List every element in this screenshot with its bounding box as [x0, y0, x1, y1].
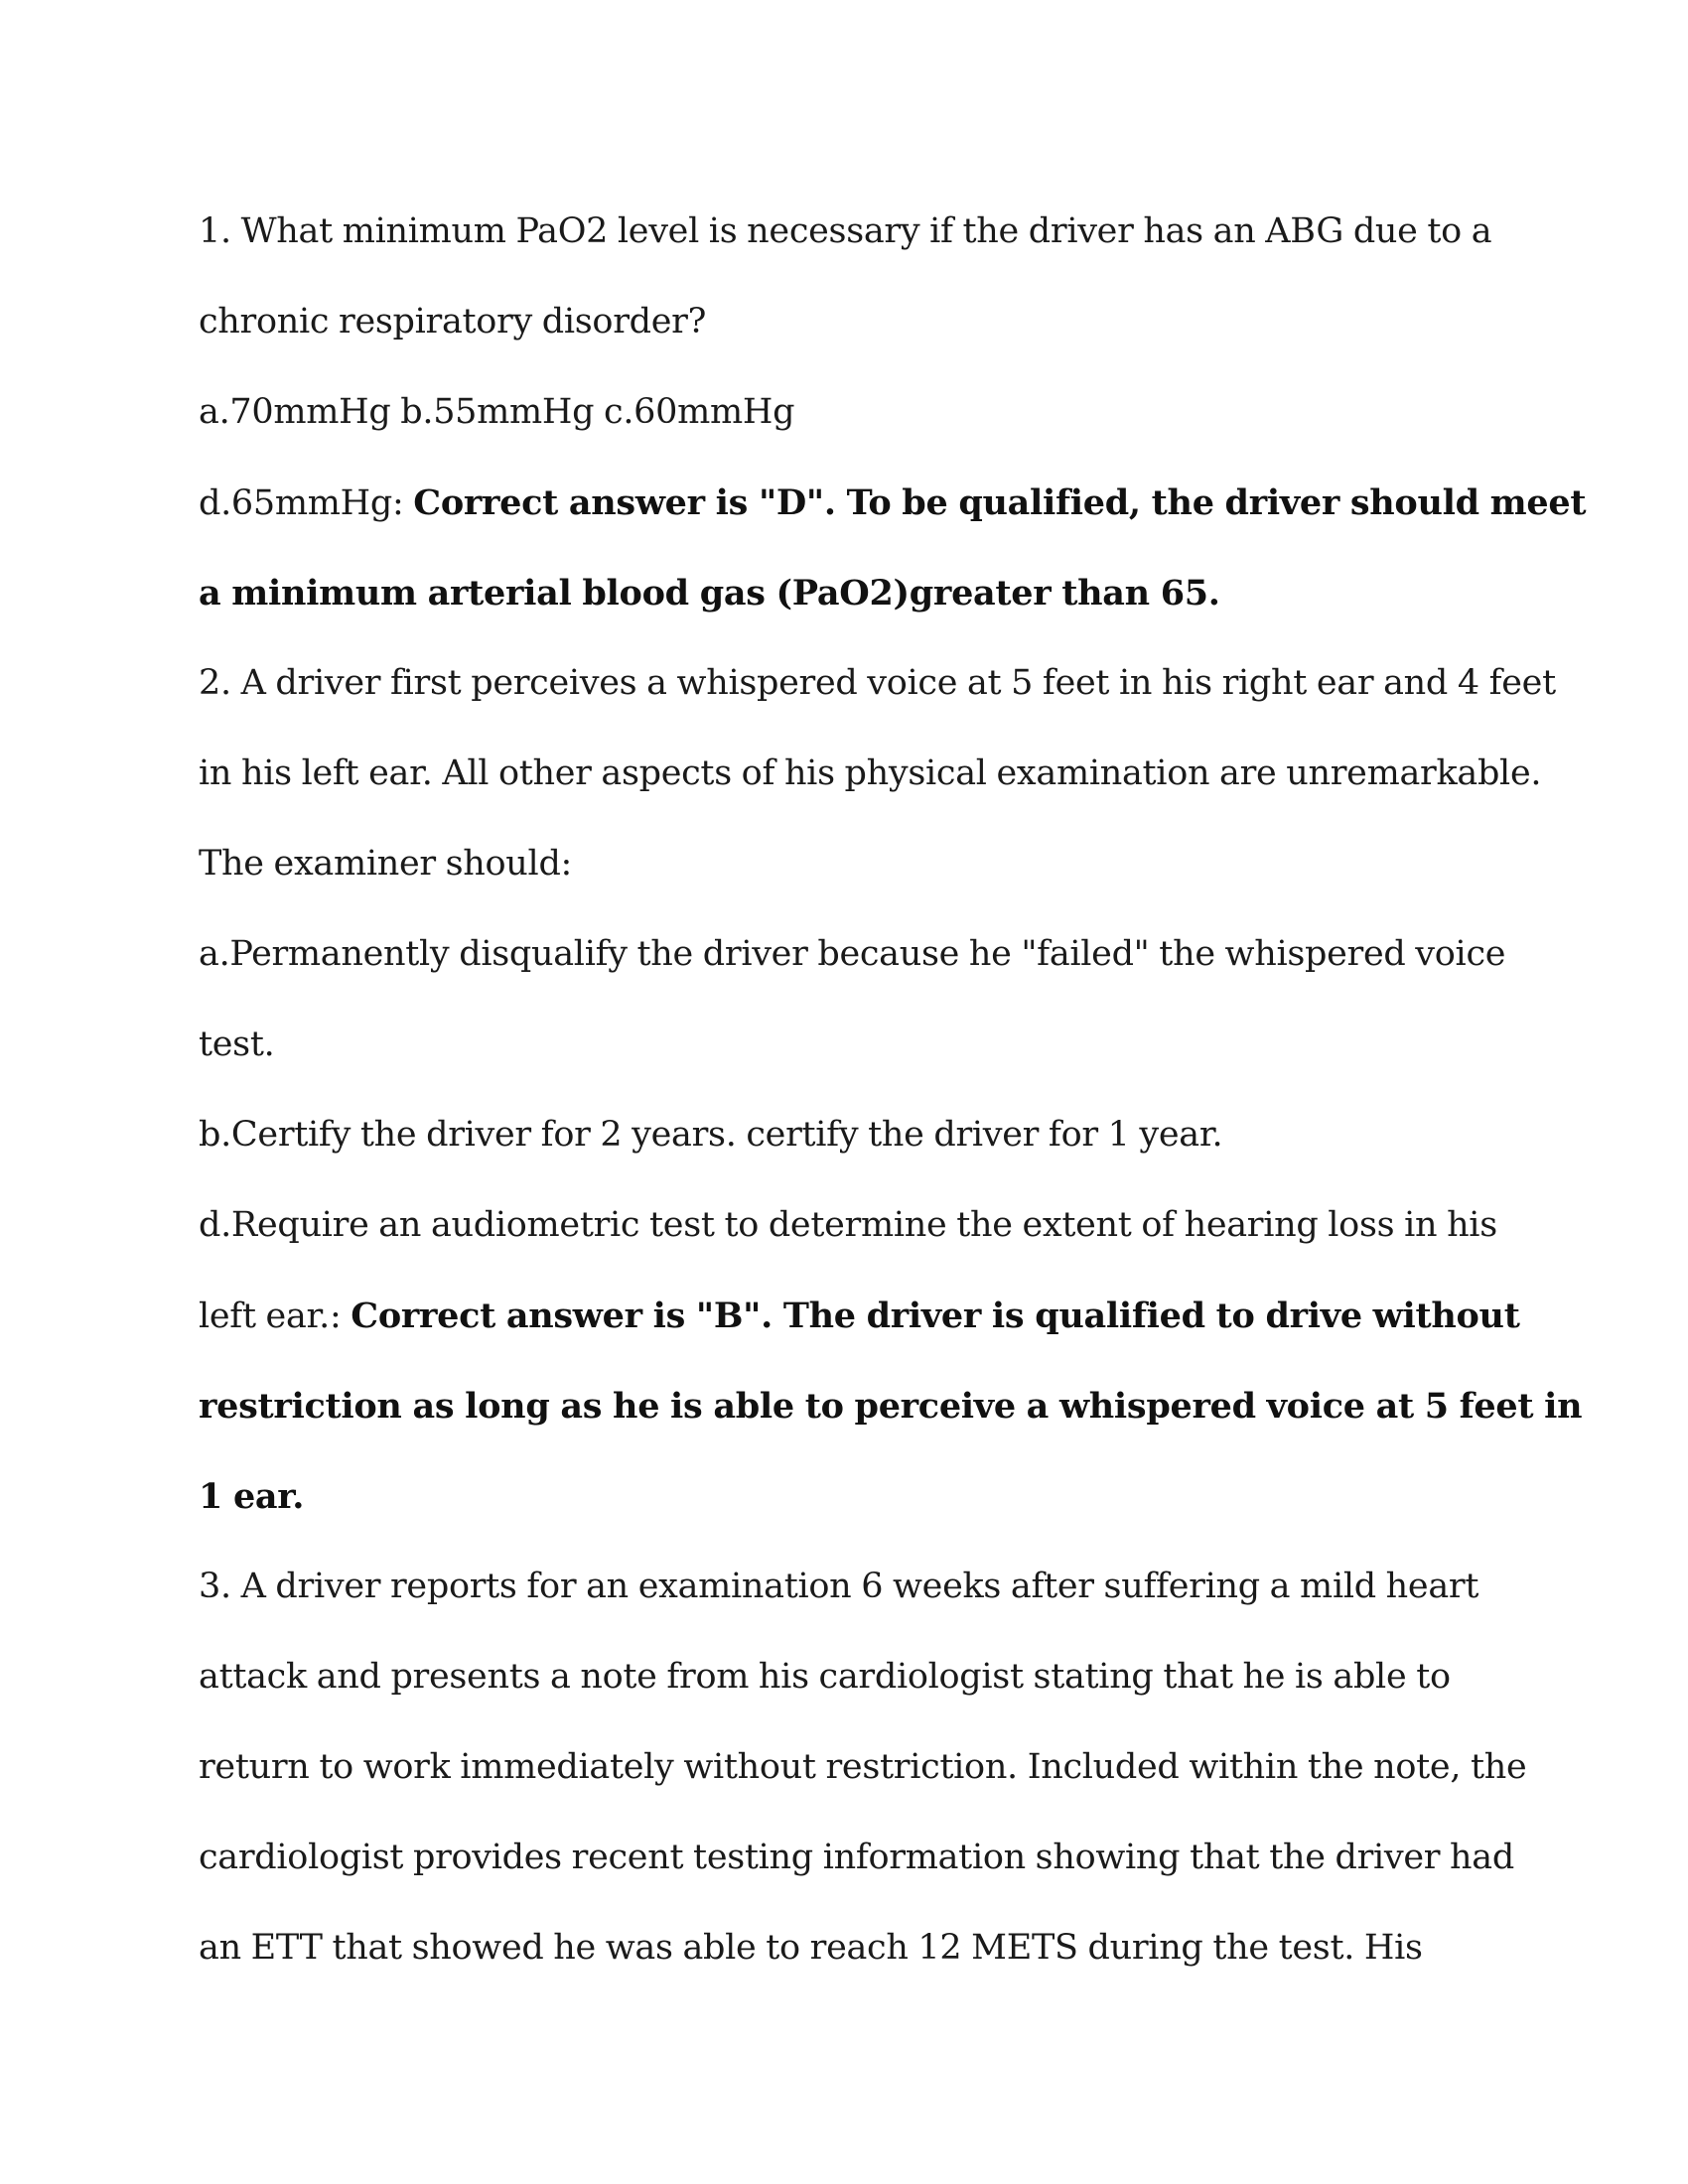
q3-question-line-2: attack and presents a note from his cardiologist stating that he is able to: [199, 1657, 1451, 1697]
q2-option-bc: b.Certify the driver for 2 years. certify the driver for 1 year.: [199, 1115, 1223, 1155]
q1-question-line-2: chronic respiratory disorder?: [199, 302, 707, 341]
q1-option-d: d.65mmHg:: [199, 483, 414, 523]
q2-option-d-line-1: d.Require an audiometric test to determine the extent of hearing loss in his: [199, 1205, 1497, 1245]
q3-question-line-3: return to work immediately without restriction. Included within the note, the: [199, 1747, 1527, 1787]
q2-answer-line-3: 1 ear.: [199, 1476, 305, 1517]
q3-question-line-4: cardiologist provides recent testing information showing that the driver had: [199, 1838, 1514, 1877]
q2-answer-line-1: Correct answer is "B". The driver is qualified to drive without: [351, 1296, 1520, 1336]
q2-option-d-line-2: left ear.:: [199, 1297, 352, 1336]
q2-option-a-line-1: a.Permanently disqualify the driver because he "failed" the whispered voice: [199, 934, 1506, 974]
q1-question-line-1: 1. What minimum PaO2 level is necessary if the driver has an ABG due to a: [199, 211, 1492, 251]
q3-question-line-1: 3. A driver reports for an examination 6 weeks after suffering a mild heart: [199, 1567, 1479, 1606]
q2-answer-line-2: restriction as long as he is able to perceive a whispered voice at 5 feet in: [199, 1386, 1583, 1427]
q1-answer-line-1: Correct answer is "D". To be qualified, the driver should meet: [413, 482, 1587, 523]
q3-question-line-5: an ETT that showed he was able to reach 12 METS during the test. His: [199, 1928, 1423, 1968]
q2-question-line-3: The examiner should:: [199, 844, 573, 884]
q1-answer-line-2: a minimum arterial blood gas (PaO2)greater than 65.: [199, 573, 1220, 614]
q1-options-line: a.70mmHg b.55mmHg c.60mmHg: [199, 392, 795, 432]
q2-question-line-2: in his left ear. All other aspects of his physical examination are unremarkable.: [199, 753, 1542, 793]
q1-option-d-line: [199, 458, 1587, 548]
document-body: [199, 187, 1587, 1993]
q2-option-d-answer-line: [199, 1271, 1520, 1361]
q2-question-line-1: 2. A driver first perceives a whispered voice at 5 feet in his right ear and 4 feet: [199, 663, 1556, 703]
q2-option-a-line-2: test.: [199, 1024, 275, 1064]
